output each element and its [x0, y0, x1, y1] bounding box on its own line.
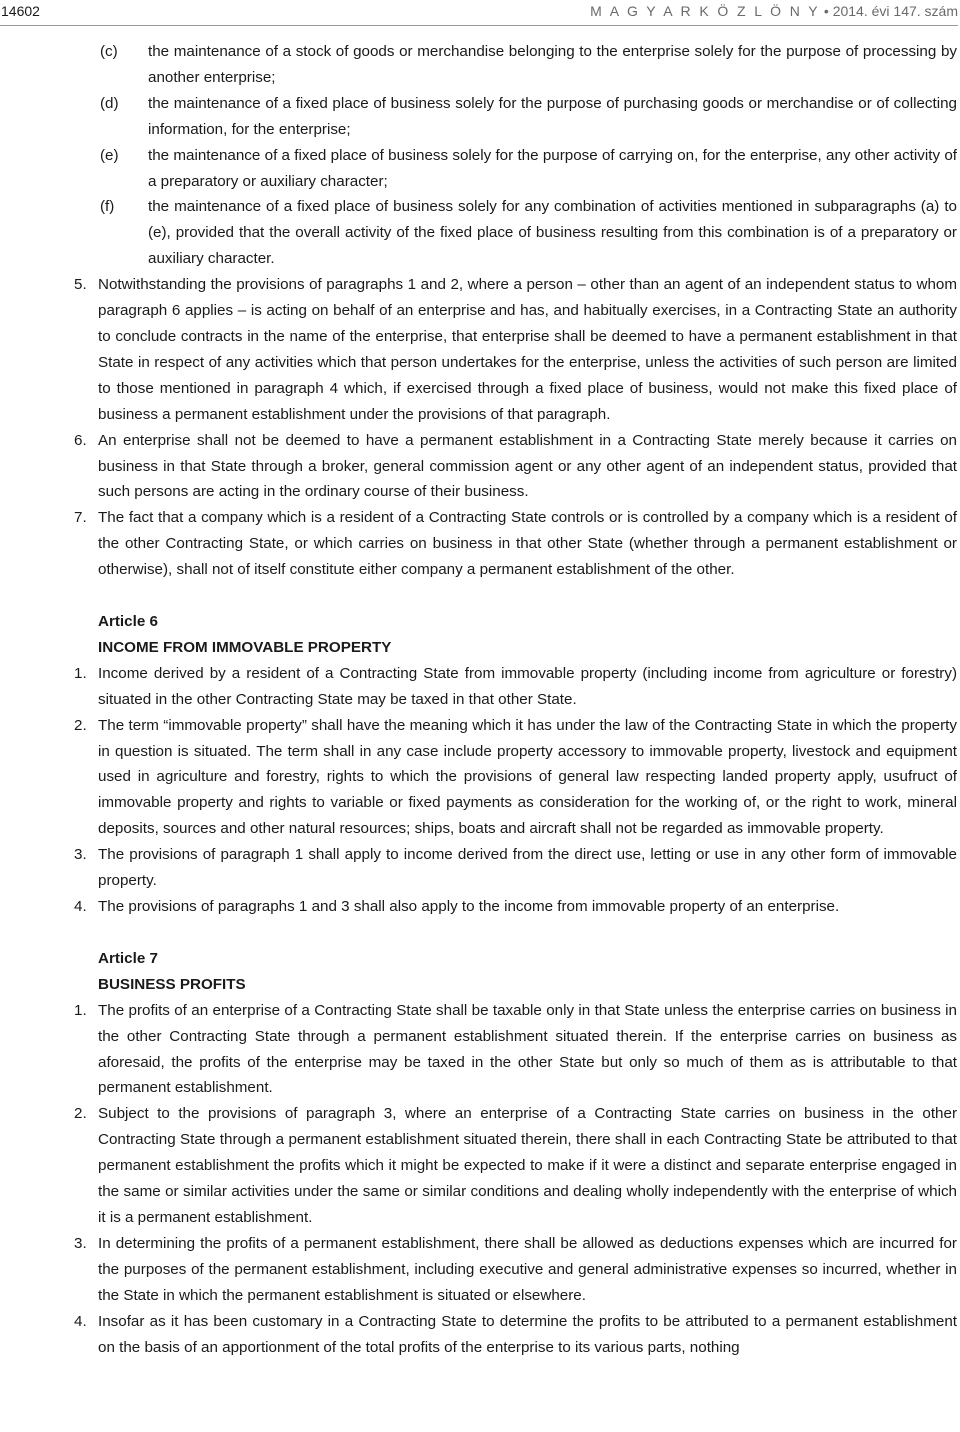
- subparagraph-marker: (d): [100, 94, 119, 112]
- subparagraph-marker: (c): [100, 43, 118, 60]
- paragraph-text: The term “immovable property” shall have the meaning which it has under the law of the Contracting State in which the property in question is situated. The term shall in any case include property accessory to immovable property, livestock and equipment used in agriculture and forestry, rights to which the provisions of general law respecting landed property apply, usufruct of immovable property and rights to variable or fixed payments as consideration for the working of, or the right to work, mineral deposits, sources and other natural resources; ships, boats and aircraft shall not be regarded as immovable property.: [98, 716, 957, 838]
- article5-paragraph-6: [0, 428, 960, 506]
- subparagraph-d: [0, 91, 960, 143]
- paragraph-text: In determining the profits of a permanent establishment, there shall be allowed as deductions expenses which are incurred for the purposes of the permanent establishment, including executive and general administrative expenses so incurred, whether in the State in which the permanent establishment is situated or elsewhere.: [98, 1234, 957, 1304]
- page-number: 14602: [1, 3, 40, 19]
- page-header: [0, 0, 960, 24]
- paragraph-text: The provisions of paragraphs 1 and 3 shall also apply to the income from immovable property of an enterprise.: [98, 898, 840, 915]
- subparagraph-marker: (f): [100, 198, 115, 216]
- article-6-title: INCOME FROM IMMOVABLE PROPERTY: [98, 638, 392, 656]
- section-spacer: [0, 920, 960, 946]
- article6-paragraph-3: [0, 842, 960, 894]
- paragraph-number: 1.: [74, 1001, 87, 1019]
- journal-info: [590, 0, 958, 22]
- article7-paragraph-1: [0, 998, 960, 1102]
- paragraph-number: 1.: [74, 664, 87, 682]
- paragraph-text: Notwithstanding the provisions of paragraphs 1 and 2, where a person – other than an agent of an independent status to whom paragraph 6 applies – is acting on behalf of an enterprise and has, and habitually exercises, in a Contracting State an authority to conclude contracts in the name of the enterprise, that enterprise shall be deemed to have a permanent establishment in that State in respect of any activities which that person undertakes for the enterprise, unless the activities of such person are limited to those mentioned in paragraph 4 which, if exercised through a fixed place of business, would not make this fixed place of business a permanent establishment under the provisions of that paragraph.: [98, 276, 957, 423]
- journal-name: M A G Y A R K Ö Z L Ö N Y: [590, 3, 821, 19]
- issue-number: 2014. évi 147. szám: [832, 3, 958, 19]
- paragraph-number: 2.: [74, 716, 87, 734]
- paragraph-number: 4.: [74, 898, 87, 915]
- paragraph-text: An enterprise shall not be deemed to have a permanent establishment in a Contracting State merely because it carries on business in that State through a broker, general commission agent or any other agent of an independent status, provided that such persons are acting in the ordinary course of their business.: [98, 431, 957, 501]
- article6-paragraph-4: [0, 894, 960, 920]
- article6-paragraph-1: [0, 661, 960, 713]
- article-7-title: BUSINESS PROFITS: [98, 975, 246, 993]
- paragraph-text: The fact that a company which is a resident of a Contracting State controls or is controlled by a company which is a resident of the other Contracting State, or which carries on business in that other State (whether through a permanent establishment or otherwise), shall not of itself constitute either company a permanent establishment of the other.: [98, 509, 957, 579]
- paragraph-text: The profits of an enterprise of a Contracting State shall be taxable only in that State unless the enterprise carries on business in the other Contracting State through a permanent establishment situated therein. If the enterprise carries on business as aforesaid, the profits of the enterprise may be taxed in the other State but only so much of them as is attributable to that permanent establishment.: [98, 1001, 957, 1097]
- document-body: [0, 39, 960, 1360]
- paragraph-text: The provisions of paragraph 1 shall apply to income derived from the direct use, letting or use in any other form of immovable property.: [98, 846, 957, 890]
- paragraph-number: 3.: [74, 1234, 87, 1252]
- article5-paragraph-7: [0, 505, 960, 583]
- bullet-separator: •: [823, 3, 829, 19]
- paragraph-number: 4.: [74, 1312, 87, 1330]
- article7-paragraph-2: [0, 1101, 960, 1231]
- paragraph-number: 3.: [74, 846, 87, 864]
- subparagraph-f: [0, 194, 960, 272]
- section-spacer: [0, 583, 960, 609]
- article5-paragraph-5: [0, 272, 960, 427]
- paragraph-text: Income derived by a resident of a Contracting State from immovable property (including income from agriculture or forestry) situated in the other Contracting State may be taxed in that other State.: [98, 664, 957, 708]
- header-rule: [0, 25, 958, 26]
- subparagraph-e: [0, 143, 960, 195]
- paragraph-text: Insofar as it has been customary in a Contracting State to determine the profits to be attributed to a permanent establishment on the basis of an apportionment of the total profits of the enterprise to its various parts, nothing: [98, 1312, 957, 1356]
- subparagraph-text: the maintenance of a fixed place of business solely for the purpose of purchasing goods or merchandise or of collecting information, for the enterprise;: [148, 94, 957, 138]
- subparagraph-c: [0, 39, 960, 91]
- paragraph-number: 5.: [74, 276, 87, 294]
- subparagraph-text: the maintenance of a fixed place of business solely for any combination of activities mentioned in subparagraphs (a) to (e), provided that the overall activity of the fixed place of business resulting from this combination is of a preparatory or auxiliary character.: [148, 198, 957, 268]
- paragraph-text: Subject to the provisions of paragraph 3, where an enterprise of a Contracting State carries on business in the other Contracting State through a permanent establishment situated therein, there shall in each Contracting State be attributed to that permanent establishment the profits which it might be expected to make if it were a distinct and separate enterprise engaged in the same or similar activities under the same or similar conditions and dealing wholly independently with the enterprise of which it is a permanent establishment.: [98, 1105, 957, 1226]
- subparagraph-marker: (e): [100, 146, 119, 164]
- subparagraph-text: the maintenance of a fixed place of business solely for the purpose of carrying on, for the enterprise, any other activity of a preparatory or auxiliary character;: [148, 146, 957, 190]
- article6-paragraph-2: [0, 713, 960, 843]
- article-7-number: Article 7: [98, 949, 158, 967]
- article-6-number: Article 6: [98, 613, 158, 631]
- article7-paragraph-4: [0, 1309, 960, 1361]
- subparagraph-text: the maintenance of a stock of goods or merchandise belonging to the enterprise solely for the purpose of processing by another enterprise;: [148, 43, 957, 86]
- paragraph-number: 6.: [74, 431, 87, 449]
- paragraph-number: 2.: [74, 1105, 87, 1123]
- paragraph-number: 7.: [74, 509, 87, 527]
- article7-paragraph-3: [0, 1231, 960, 1309]
